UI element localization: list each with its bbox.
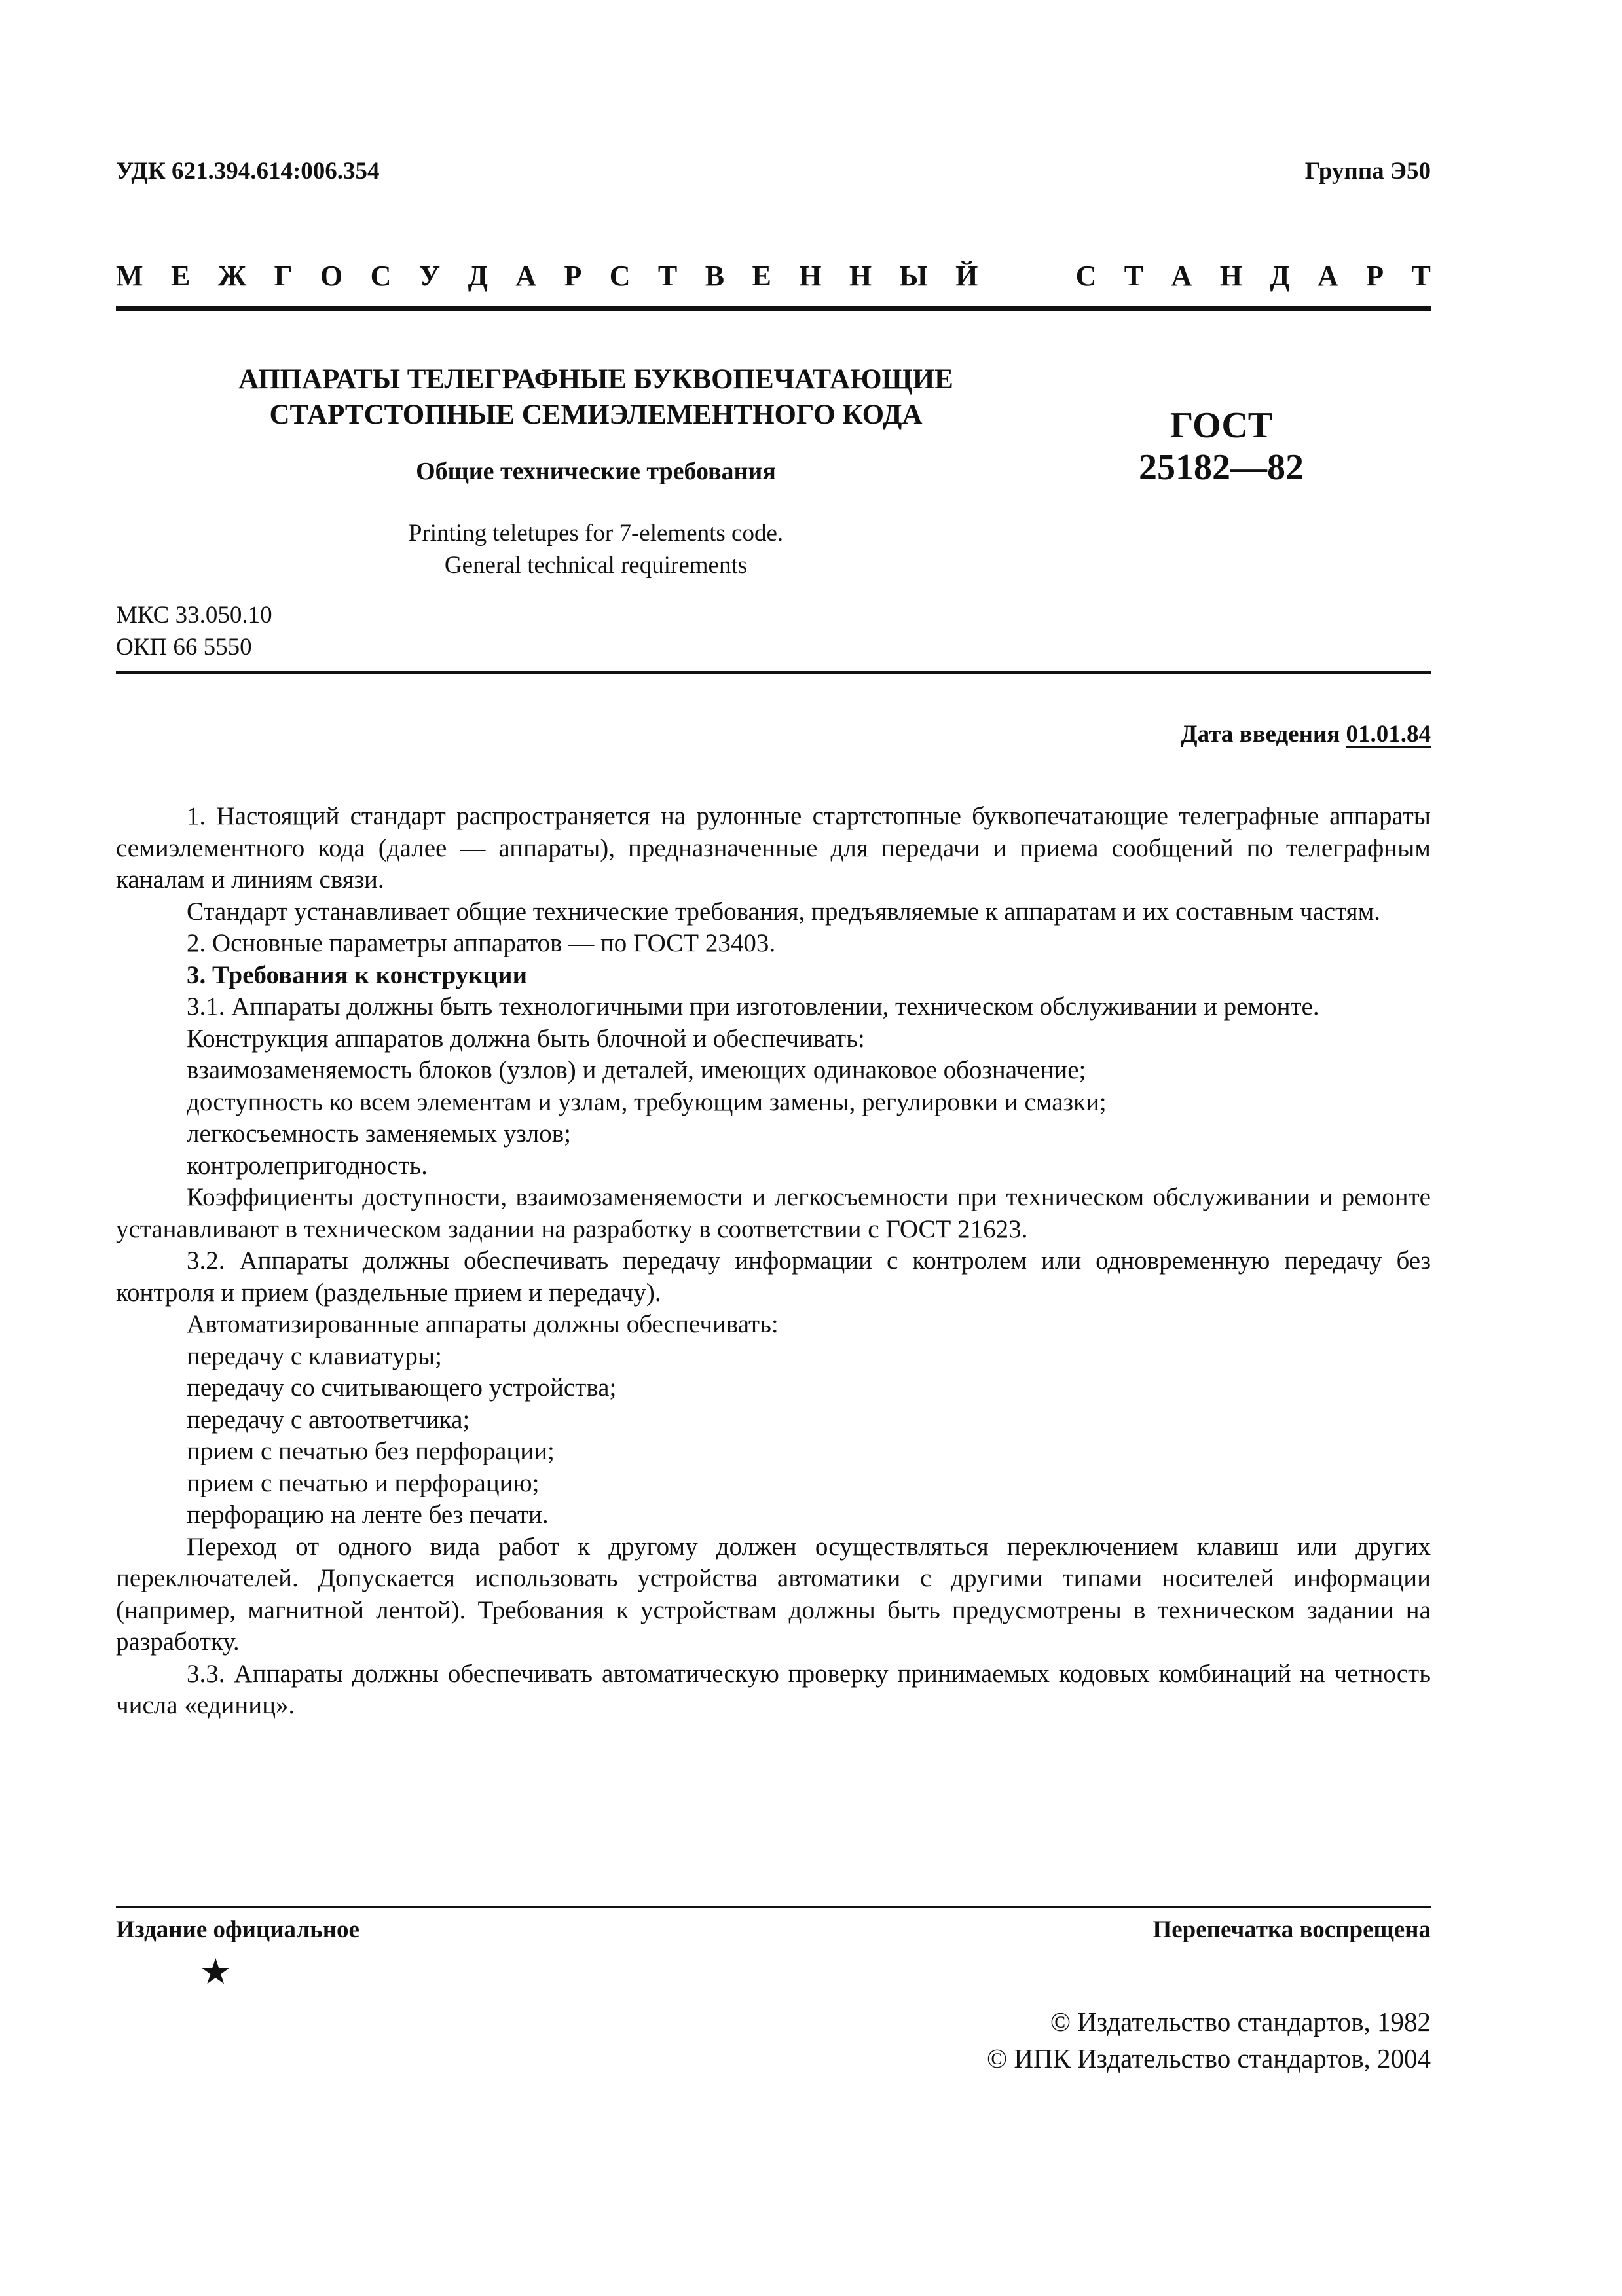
footer-divider <box>116 1906 1431 1908</box>
banner-letter: Ы <box>899 260 928 292</box>
date-value: 01.01.84 <box>1346 721 1431 748</box>
english-title-line-1: Printing teletupes for 7-elements code. <box>408 520 784 547</box>
banner-letter: Н <box>1219 260 1242 292</box>
list-item: легкосъемность заменяемых узлов; <box>187 1120 571 1148</box>
introduction-date <box>1181 720 1431 748</box>
banner-letter: О <box>320 260 343 292</box>
paragraph: Автоматизированные аппараты должны обеспечивать: <box>187 1310 779 1338</box>
udk-code: УДК 621.394.614:006.354 <box>116 158 380 185</box>
banner-letter: Е <box>170 260 191 292</box>
date-label: Дата введения <box>1181 721 1346 748</box>
list-item: передачу со считывающего устройства; <box>187 1374 617 1402</box>
banner-letter: Т <box>1411 260 1431 292</box>
banner-letter: У <box>418 260 441 292</box>
list-item: прием с печатью без перфорации; <box>187 1437 555 1465</box>
gost-number: 25182—82 <box>1139 447 1304 488</box>
paragraph: 3.2. Аппараты должны обеспечивать передачу информации с контролем или одновременную передачу без контроля и прием (раздельные прием и передачу). <box>116 1247 1431 1307</box>
banner-letter: А <box>515 260 537 292</box>
paragraph: Переход от одного вида работ к другому должен осуществляться переключением клавиш или других переключателей. Допускается использовать устройства автоматики с другими типами носителей информации (например, магнитной лентой). Требования к устройствам должны быть предусмотрены в техническом задании на разработку. <box>116 1532 1431 1656</box>
banner-letter: Т <box>1124 260 1144 292</box>
header-divider <box>116 671 1431 674</box>
document-title <box>196 362 995 433</box>
banner-letter: Г <box>274 260 293 292</box>
banner-letter: С <box>609 260 631 292</box>
list-item: взаимозаменяемость блоков (узлов) и деталей, имеющих одинаковое обозначение; <box>187 1056 1086 1084</box>
star-icon: ★ <box>200 1952 232 1992</box>
banner-text <box>116 259 1431 293</box>
okp-code: ОКП 66 5550 <box>116 634 252 661</box>
copyright-block <box>987 2003 1431 2077</box>
english-title <box>196 517 995 581</box>
banner-letter: Д <box>468 260 488 292</box>
banner-letter: Т <box>657 260 678 292</box>
list-item: контролепригодность. <box>187 1151 428 1180</box>
banner-letter: Ж <box>217 260 247 292</box>
gost-label: ГОСТ <box>1170 405 1273 446</box>
banner-gap <box>1041 259 1048 293</box>
document-subtitle: Общие технические требования <box>416 458 776 485</box>
banner-letter: А <box>1318 260 1338 292</box>
list-item: перфорацию на ленте без печати. <box>187 1501 549 1529</box>
paragraph: 3.3. Аппараты должны обеспечивать автоматическую проверку принимаемых кодовых комбинаций на четность числа «единиц». <box>116 1659 1431 1719</box>
banner-letter: С <box>1075 260 1097 292</box>
banner-gap <box>1006 259 1013 293</box>
banner-letter: Й <box>955 260 978 292</box>
list-item: доступность ко всем элементам и узлам, требующим замены, регулировки и смазки; <box>187 1087 1107 1116</box>
paragraph: 3.1. Аппараты должны быть технологичными при изготовлении, техническом обслуживании и ремонте. <box>187 993 1319 1021</box>
document-body <box>116 801 1431 1722</box>
banner-letter: Р <box>564 260 582 292</box>
section-heading: 3. Требования к конструкции <box>187 960 528 989</box>
list-item: передачу с клавиатуры; <box>187 1341 442 1370</box>
banner-letter: А <box>1171 260 1192 292</box>
title-line-1: АППАРАТЫ ТЕЛЕГРАФНЫЕ БУКВОПЕЧАТАЮЩИЕ <box>238 364 953 395</box>
banner-letter: Д <box>1270 260 1290 292</box>
list-item: передачу с автоответчика; <box>187 1405 470 1434</box>
copyright-line-2: © ИПК Издательство стандартов, 2004 <box>986 2043 1431 2073</box>
banner-letter: Н <box>849 260 872 292</box>
paragraph: Коэффициенты доступности, взаимозаменяемости и легкосъемности при техническом обслуживании и ремонте устанавливают в техническом задании на разработку в соответствии с ГОСТ 21623. <box>116 1183 1431 1243</box>
copyright-line-1: © Издательство стандартов, 1982 <box>1050 2007 1431 2037</box>
banner-letter: М <box>116 260 143 292</box>
mks-code: МКС 33.050.10 <box>116 602 272 629</box>
banner-letter: Е <box>752 260 771 292</box>
paragraph: 2. Основные параметры аппаратов — по ГОСТ 23403. <box>187 929 776 957</box>
banner-letter: С <box>370 260 392 292</box>
group-code: Группа Э50 <box>1304 158 1431 185</box>
paragraph: Конструкция аппаратов должна быть блочной и обеспечивать: <box>187 1024 865 1053</box>
official-edition-label: Издание официальное <box>116 1916 359 1943</box>
standard-banner <box>116 259 1431 312</box>
english-title-line-2: General technical requirements <box>444 552 748 579</box>
reprint-prohibited-label: Перепечатка воспрещена <box>1152 1916 1431 1943</box>
banner-rule <box>116 306 1431 311</box>
gost-designation <box>1113 405 1329 488</box>
paragraph: Стандарт устанавливает общие технические требования, предъявляемые к аппаратам и их составным частям. <box>187 897 1381 926</box>
title-line-2: СТАРТСТОПНЫЕ СЕМИЭЛЕМЕНТНОГО КОДА <box>269 399 923 430</box>
classification-codes <box>116 599 272 663</box>
list-item: прием с печатью и перфорацию; <box>187 1468 540 1497</box>
banner-letter: Р <box>1366 260 1384 292</box>
paragraph: 1. Настоящий стандарт распространяется на рулонные стартстопные буквопечатающие телеграфные аппараты семиэлементного кода (далее — аппараты), предназначенные для передачи и приема сообщений по телеграфным каналам и линиям связи. <box>116 802 1431 894</box>
banner-letter: Н <box>799 260 822 292</box>
banner-letter: В <box>705 260 725 292</box>
